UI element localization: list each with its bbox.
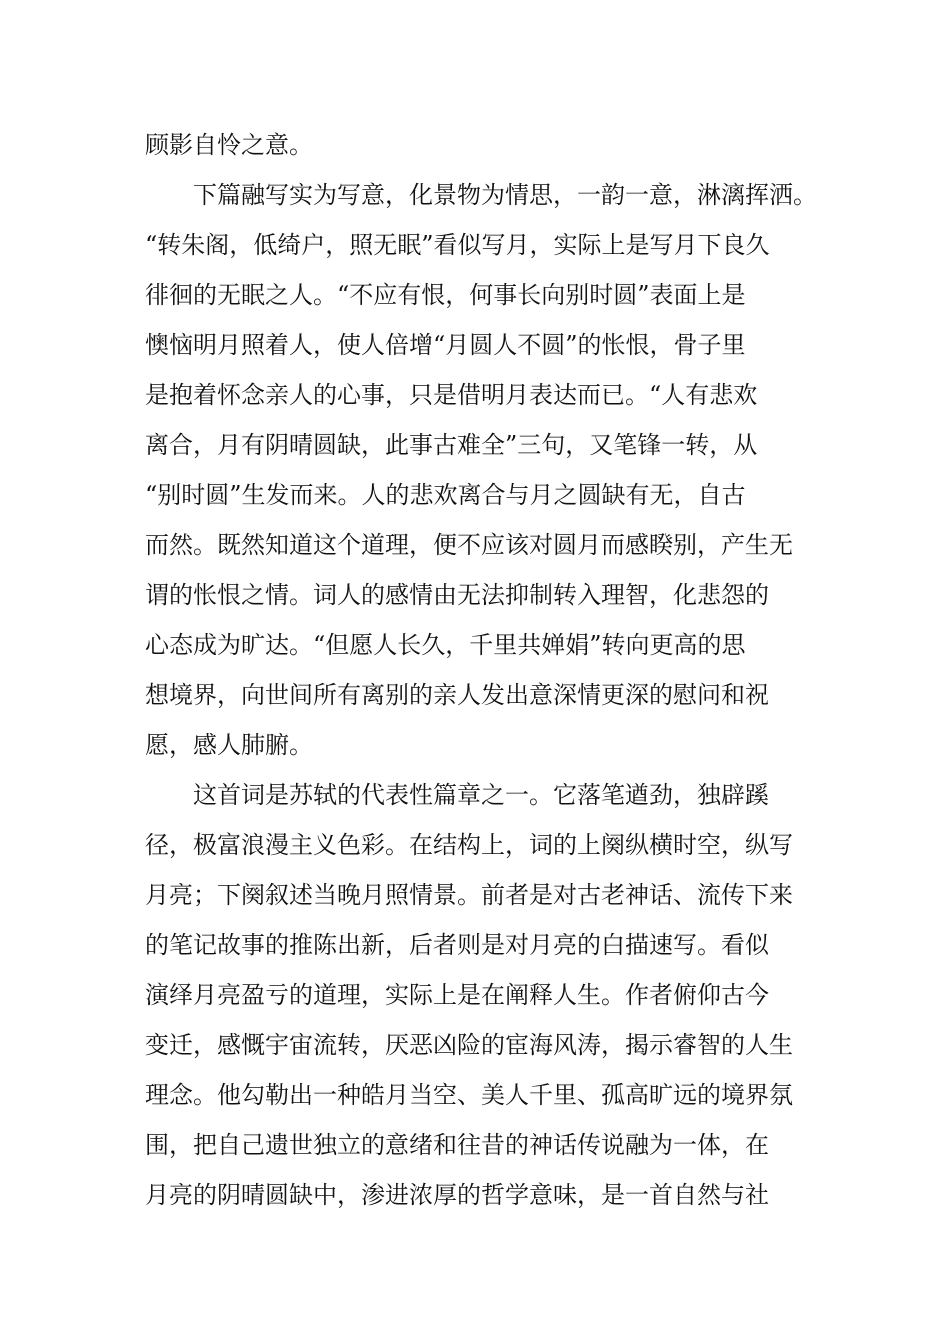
text-line: 理念。他勾勒出一种皓月当空、美人千里、孤高旷远的境界氛 — [145, 1081, 793, 1109]
text-line: 变迁，感慨宇宙流转，厌恶凶险的宦海风涛，揭示睿智的人生 — [145, 1031, 793, 1059]
text-line: 的笔记故事的推陈出新，后者则是对月亮的白描速写。看似 — [145, 931, 769, 959]
text-line: 懊恼明月照着人，使人倍增“月圆人不圆”的怅恨，骨子里 — [145, 331, 746, 359]
text-line: 月亮；下阕叙述当晚月照情景。前者是对古老神话、流传下来 — [145, 881, 793, 909]
text-line: 是抱着怀念亲人的心事，只是借明月表达而已。“人有悲欢 — [145, 381, 758, 409]
text-line: “别时圆”生发而来。人的悲欢离合与月之圆缺有无，自古 — [145, 481, 746, 509]
text-line: 演绎月亮盈亏的道理，实际上是在阐释人生。作者俯仰古今 — [145, 981, 769, 1009]
text-line: 月亮的阴晴圆缺中，渗进浓厚的哲学意味，是一首自然与社 — [145, 1181, 769, 1209]
text-line: 离合，月有阴晴圆缺，此事古难全”三句，又笔锋一转，从 — [145, 431, 758, 459]
text-line: 徘徊的无眠之人。“不应有恨，何事长向别时圆”表面上是 — [145, 281, 746, 309]
text-line: 愿，感人肺腑。 — [145, 731, 313, 759]
text-line: 而然。既然知道这个道理，便不应该对圆月而感睽别，产生无 — [145, 531, 793, 559]
text-line: 想境界，向世间所有离别的亲人发出意深情更深的慰问和祝 — [145, 681, 769, 709]
text-line: 围，把自己遗世独立的意绪和往昔的神话传说融为一体，在 — [145, 1131, 769, 1159]
text-line: 径，极富浪漫主义色彩。在结构上，词的上阕纵横时空，纵写 — [145, 831, 793, 859]
text-line: 这首词是苏轼的代表性篇章之一。它落笔遒劲，独辟蹊 — [193, 781, 769, 809]
text-line: 谓的怅恨之情。词人的感情由无法抑制转入理智，化悲怨的 — [145, 581, 769, 609]
text-line: “转朱阁，低绮户，照无眠”看似写月，实际上是写月下良久 — [145, 231, 770, 259]
text-line: 心态成为旷达。“但愿人长久，千里共婵娟”转向更高的思 — [145, 631, 746, 659]
text-line: 顾影自怜之意。 — [145, 131, 313, 159]
text-line: 下篇融写实为写意，化景物为情思，一韵一意，淋漓挥洒。 — [193, 181, 817, 209]
